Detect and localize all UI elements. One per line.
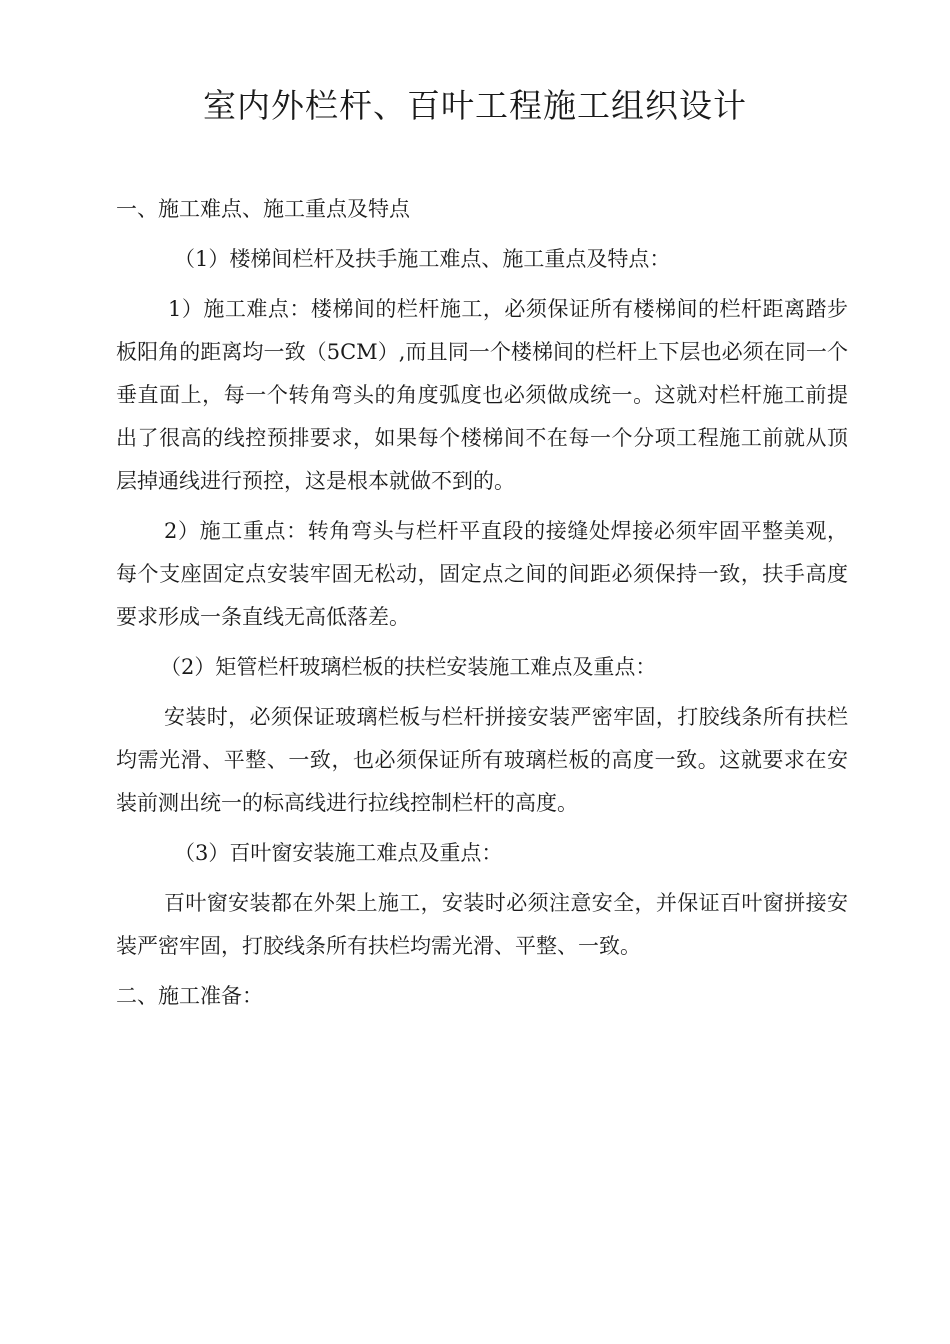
paragraph-glass-railing: 安装时，必须保证玻璃栏板与栏杆拼接安装严密牢固，打胶线条所有扶栏均需光滑、平整、一致，也必须保证所有玻璃栏板的高度一致。这就要求在安装前测出统一的标高线进行拉线控制栏杆的高度。: [116, 705, 848, 815]
subsection-heading-1: （1）楼梯间栏杆及扶手施工难点、施工重点及特点：: [174, 247, 671, 271]
paragraph-construction-focus: 2）施工重点：转角弯头与栏杆平直段的接缝处焊接必须牢固平整美观，每个支座固定点安装牢固无松动，固定点之间的间距必须保持一致，扶手高度要求形成一条直线无高低落差。: [116, 519, 848, 629]
subsection-heading-3: （3）百叶窗安装施工难点及重点：: [174, 841, 503, 865]
section-heading-2: 二、施工准备：: [116, 984, 263, 1008]
paragraph-construction-difficulty: 1）施工难点：楼梯间的栏杆施工，必须保证所有楼梯间的栏杆距离踏步板阳角的距离均一致（5CM）,而且同一个楼梯间的栏杆上下层也必须在同一个垂直面上，每一个转角弯头的角度弧度也必须做成统一。这就对栏杆施工前提出了很高的线控预排要求，如果每个楼梯间不在每一个分项工程施工前就从顶层掉通线进行预控，这是根本就做不到的。: [116, 297, 848, 493]
subsection-heading-2: （2）矩管栏杆玻璃栏板的扶栏安装施工难点及重点：: [160, 655, 657, 679]
paragraph-louver-window: 百叶窗安装都在外架上施工，安装时必须注意安全，并保证百叶窗拼接安装严密牢固，打胶线条所有扶栏均需光滑、平整、一致。: [116, 891, 848, 958]
document-title: 室内外栏杆、百叶工程施工组织设计: [203, 86, 747, 125]
section-heading-1: 一、施工难点、施工重点及特点: [116, 197, 410, 221]
document-body: [116, 188, 848, 1018]
